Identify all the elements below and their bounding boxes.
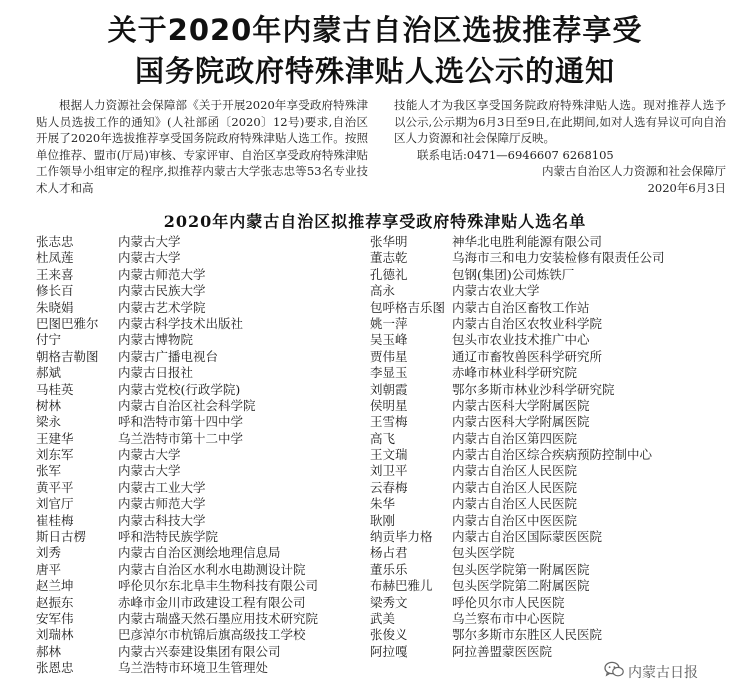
candidate-unit: 包头市农业技术推广中心 xyxy=(452,332,590,348)
candidate-unit: 内蒙古自治区畜牧工作站 xyxy=(452,299,590,315)
candidate-name: 吴玉峰 xyxy=(370,332,408,348)
list-item xyxy=(370,349,710,365)
candidate-unit: 内蒙古科技大学 xyxy=(118,512,206,528)
candidate-unit: 呼和浩特市第十四中学 xyxy=(118,414,244,430)
candidate-name: 李显玉 xyxy=(370,365,408,381)
candidate-unit: 通辽市畜牧兽医科学研究所 xyxy=(452,348,603,364)
notice-title-line1: 关于2020年内蒙古自治区选拔推荐享受 xyxy=(107,13,643,47)
candidate-name: 付宁 xyxy=(36,332,62,348)
list-item xyxy=(36,316,376,332)
list-item xyxy=(370,365,710,381)
candidate-unit: 包头医学院第一附属医院 xyxy=(452,561,590,577)
candidate-name: 王文瑞 xyxy=(370,447,408,463)
candidate-unit: 呼伦贝尔市人民医院 xyxy=(452,594,565,610)
candidate-name: 王建华 xyxy=(36,430,74,446)
list-item xyxy=(370,447,710,463)
candidate-unit: 内蒙古大学 xyxy=(118,447,181,463)
candidate-unit: 内蒙古广播电视台 xyxy=(118,348,219,364)
candidate-name: 唐平 xyxy=(36,561,62,577)
list-item xyxy=(36,398,376,414)
candidate-list-right-column xyxy=(370,234,710,660)
candidate-unit: 内蒙古医科大学附属医院 xyxy=(452,414,590,430)
issuing-organization: 内蒙古自治区人力资源和社会保障厅 xyxy=(542,164,726,179)
candidate-unit: 巴彦淖尔市杭锦后旗高级技工学校 xyxy=(118,627,306,643)
list-item xyxy=(36,332,376,348)
candidate-unit: 包头医学院 xyxy=(452,545,515,561)
candidate-unit: 内蒙古农业大学 xyxy=(452,283,540,299)
candidate-name: 黄平平 xyxy=(36,479,74,495)
list-item xyxy=(36,660,376,676)
candidate-unit: 内蒙古瑞盛天然石墨应用技术研究院 xyxy=(118,610,319,626)
candidate-unit: 内蒙古自治区农牧业科学院 xyxy=(452,315,603,331)
candidate-unit: 乌海市三和电力安装检修有限责任公司 xyxy=(452,250,665,266)
list-item xyxy=(370,627,710,643)
candidate-name: 朱晓娟 xyxy=(36,299,74,315)
list-item xyxy=(36,267,376,283)
list-item xyxy=(36,480,376,496)
candidate-name: 杨占君 xyxy=(370,545,408,561)
candidate-unit: 内蒙古博物院 xyxy=(118,332,194,348)
candidate-name: 姚一萍 xyxy=(370,315,408,331)
candidate-list-title: 2020年内蒙古自治区拟推荐享受政府特殊津贴人选名单 xyxy=(163,212,587,231)
candidate-name: 巴图巴雅尔 xyxy=(36,315,99,331)
issue-date: 2020年6月3日 xyxy=(647,180,726,195)
candidate-name: 修长百 xyxy=(36,283,74,299)
candidate-list-left-column xyxy=(36,234,376,677)
candidate-name: 刘东军 xyxy=(36,447,74,463)
candidate-unit: 乌兰浩特市第十二中学 xyxy=(118,430,244,446)
notice-title-line2: 国务院政府特殊津贴人选公示的通知 xyxy=(134,54,615,88)
list-item xyxy=(370,300,710,316)
list-item xyxy=(36,513,376,529)
candidate-unit: 阿拉善盟蒙医医院 xyxy=(452,643,553,659)
list-item xyxy=(370,382,710,398)
candidate-name: 梁永 xyxy=(36,414,62,430)
list-item xyxy=(36,611,376,627)
candidate-name: 赵振东 xyxy=(36,594,74,610)
candidate-unit: 鄂尔多斯市东胜区人民医院 xyxy=(452,627,603,643)
candidate-unit: 赤峰市林业科学研究院 xyxy=(452,365,578,381)
list-item xyxy=(36,644,376,660)
candidate-unit: 内蒙古工业大学 xyxy=(118,479,206,495)
watermark-text: 内蒙古日报 xyxy=(628,664,698,681)
candidate-unit: 赤峰市金川市政建设工程有限公司 xyxy=(118,594,306,610)
list-item xyxy=(36,234,376,250)
candidate-unit: 内蒙古大学 xyxy=(118,234,181,249)
list-item xyxy=(36,300,376,316)
candidate-name: 武美 xyxy=(370,610,396,626)
list-item xyxy=(370,398,710,414)
candidate-name: 阿拉嘎 xyxy=(370,643,408,659)
list-item xyxy=(370,595,710,611)
list-item xyxy=(36,545,376,561)
list-item xyxy=(36,382,376,398)
list-item xyxy=(370,332,710,348)
candidate-unit: 乌兰察布市中心医院 xyxy=(452,610,565,626)
list-item xyxy=(36,250,376,266)
candidate-unit: 内蒙古大学 xyxy=(118,250,181,266)
candidate-unit: 内蒙古医科大学附属医院 xyxy=(452,397,590,413)
list-item xyxy=(370,234,710,250)
candidate-unit: 神华北电胜利能源有限公司 xyxy=(452,234,603,249)
list-item xyxy=(370,644,710,660)
list-item xyxy=(36,529,376,545)
list-item xyxy=(370,463,710,479)
candidate-name: 布赫巴雅儿 xyxy=(370,578,433,594)
list-item xyxy=(370,529,710,545)
candidate-unit: 内蒙古自治区人民医院 xyxy=(452,496,578,512)
candidate-name: 赵兰坤 xyxy=(36,578,74,594)
list-item xyxy=(370,283,710,299)
candidate-name: 郝斌 xyxy=(36,365,62,381)
candidate-name: 马桂英 xyxy=(36,381,74,397)
candidate-name: 王来喜 xyxy=(36,266,74,282)
list-item xyxy=(370,250,710,266)
candidate-name: 刘卫平 xyxy=(370,463,408,479)
candidate-name: 刘秀 xyxy=(36,545,62,561)
candidate-name: 张恩忠 xyxy=(36,660,74,676)
candidate-unit: 包头医学院第二附属医院 xyxy=(452,578,590,594)
list-item xyxy=(36,627,376,643)
list-item xyxy=(370,545,710,561)
list-item xyxy=(370,562,710,578)
list-item xyxy=(36,447,376,463)
candidate-name: 张俊义 xyxy=(370,627,408,643)
candidate-unit: 内蒙古民族大学 xyxy=(118,283,206,299)
list-item xyxy=(370,480,710,496)
candidate-name: 高飞 xyxy=(370,430,396,446)
candidate-name: 高永 xyxy=(370,283,396,299)
candidate-unit: 鄂尔多斯市林业沙科学研究院 xyxy=(452,381,615,397)
candidate-unit: 内蒙古党校(行政学院) xyxy=(118,381,241,397)
list-item xyxy=(36,349,376,365)
list-item xyxy=(36,283,376,299)
candidate-unit: 呼伦贝尔东北阜丰生物科技有限公司 xyxy=(118,578,319,594)
list-item xyxy=(370,267,710,283)
intro-paragraph-left: 根据人力资源社会保障部《关于开展2020年享受政府特殊津贴人员选拔工作的通知》(人社部函〔2020〕12号)要求,自治区开展了2020年选拔推荐享受国务院政府特殊津贴人选工作。按照单位推荐、盟市(厅局)审核、专家评审、自治区享受政府特殊津贴工作领导小组审定的程序,拟推荐内蒙古大学张志忠等53名专业技术人才和高 xyxy=(36,98,368,195)
intro-column-right xyxy=(394,97,726,197)
candidate-unit: 内蒙古自治区国际蒙医医院 xyxy=(452,529,603,545)
intro-paragraph-right: 技能人才为我区享受国务院政府特殊津贴人选。现对推荐人选予以公示,公示期为6月3日至9日,在此期间,如对人选有异议可向自治区人力资源和社会保障厅反映。 xyxy=(394,98,726,146)
candidate-unit: 内蒙古大学 xyxy=(118,463,181,479)
candidate-unit: 内蒙古师范大学 xyxy=(118,496,206,512)
list-item xyxy=(36,578,376,594)
candidate-name: 梁秀文 xyxy=(370,594,408,610)
list-item xyxy=(370,316,710,332)
candidate-unit: 内蒙古自治区综合疾病预防控制中心 xyxy=(452,447,653,463)
candidate-unit: 呼和浩特民族学院 xyxy=(118,529,219,545)
candidate-name: 树林 xyxy=(36,397,62,413)
candidate-unit: 内蒙古科学技术出版社 xyxy=(118,315,244,331)
candidate-name: 郝林 xyxy=(36,643,62,659)
list-item xyxy=(370,578,710,594)
candidate-name: 刘朝霞 xyxy=(370,381,408,397)
list-item xyxy=(370,431,710,447)
candidate-unit: 内蒙古兴泰建设集团有限公司 xyxy=(118,643,281,659)
candidate-name: 刘瑞林 xyxy=(36,627,74,643)
list-item xyxy=(370,611,710,627)
candidate-name: 耿刚 xyxy=(370,512,396,528)
candidate-name: 张志忠 xyxy=(36,234,74,249)
list-item xyxy=(36,463,376,479)
list-item xyxy=(36,595,376,611)
candidate-name: 董乐乐 xyxy=(370,561,408,577)
candidate-name: 崔桂梅 xyxy=(36,512,74,528)
list-item xyxy=(36,562,376,578)
contact-phone: 联系电话:0471—6946607 6268105 xyxy=(417,147,614,162)
candidate-unit: 内蒙古自治区第四医院 xyxy=(452,430,578,446)
list-item xyxy=(36,431,376,447)
candidate-name: 侯明星 xyxy=(370,397,408,413)
candidate-unit: 内蒙古自治区人民医院 xyxy=(452,463,578,479)
list-item xyxy=(370,513,710,529)
candidate-unit: 乌兰浩特市环境卫生管理处 xyxy=(118,660,269,676)
candidate-name: 杜凤莲 xyxy=(36,250,74,266)
candidate-name: 朝格吉勒图 xyxy=(36,348,99,364)
candidate-name: 贾伟星 xyxy=(370,348,408,364)
candidate-name: 斯日古楞 xyxy=(36,529,87,545)
candidate-unit: 内蒙古日报社 xyxy=(118,365,194,381)
wechat-icon xyxy=(604,661,624,682)
candidate-name: 董志乾 xyxy=(370,250,408,266)
candidate-unit: 内蒙古自治区水利水电勘测设计院 xyxy=(118,561,306,577)
candidate-name: 朱华 xyxy=(370,496,396,512)
candidate-unit: 内蒙古自治区测绘地理信息局 xyxy=(118,545,281,561)
candidate-name: 纳贡毕力格 xyxy=(370,529,433,545)
candidate-unit: 内蒙古自治区人民医院 xyxy=(452,479,578,495)
candidate-unit: 包钢(集团)公司炼铁厂 xyxy=(452,266,575,282)
list-item xyxy=(36,414,376,430)
candidate-name: 包呼格吉乐图 xyxy=(370,299,446,315)
candidate-unit: 内蒙古师范大学 xyxy=(118,266,206,282)
candidate-name: 张华明 xyxy=(370,234,408,249)
watermark xyxy=(604,661,698,682)
list-item xyxy=(36,496,376,512)
list-item xyxy=(36,365,376,381)
candidate-unit: 内蒙古自治区中医医院 xyxy=(452,512,578,528)
list-item xyxy=(370,496,710,512)
candidate-unit: 内蒙古艺术学院 xyxy=(118,299,206,315)
candidate-name: 王雪梅 xyxy=(370,414,408,430)
candidate-name: 刘官厅 xyxy=(36,496,74,512)
list-item xyxy=(370,414,710,430)
candidate-name: 孔德礼 xyxy=(370,266,408,282)
candidate-name: 张军 xyxy=(36,463,62,479)
candidate-name: 云春梅 xyxy=(370,479,408,495)
candidate-unit: 内蒙古自治区社会科学院 xyxy=(118,397,256,413)
candidate-name: 安军伟 xyxy=(36,610,74,626)
